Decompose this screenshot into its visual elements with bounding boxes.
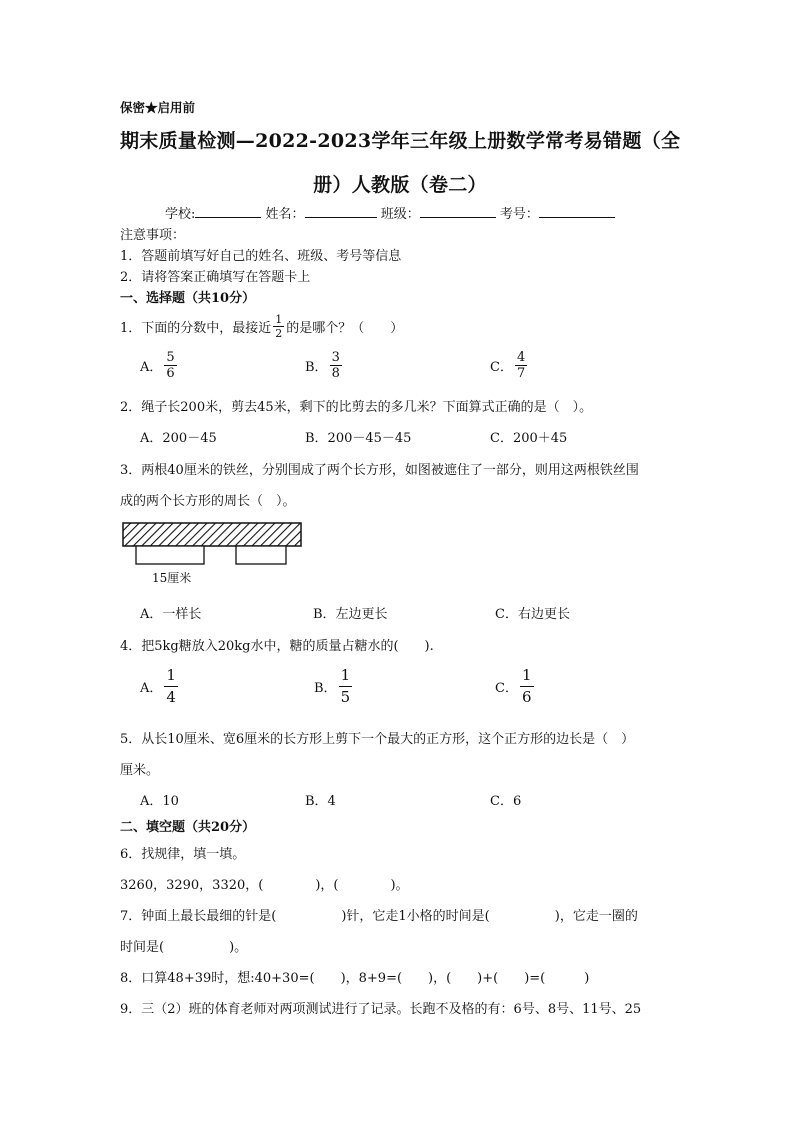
- section1-heading: 一、选择题（共10分）: [120, 291, 256, 306]
- school-field[interactable]: [195, 203, 261, 218]
- question-8: 8．口算48+39时，想:40+30=( )，8+9=( )，( )+( )=( ): [120, 971, 590, 986]
- q1-option-b-label: B．: [305, 360, 328, 375]
- q3-figure-label: 15厘米: [152, 571, 192, 585]
- student-info-line: [165, 203, 615, 222]
- exam-no-label: 考号：: [499, 207, 539, 222]
- q5-option-a[interactable]: A．10: [140, 794, 179, 809]
- q3-cover-bar: [123, 523, 301, 546]
- q1-option-c-fraction: [515, 351, 527, 380]
- q1-text-after: 的是哪个？（ ）: [286, 320, 404, 336]
- question-7-line2: 时间是( )。: [120, 940, 248, 955]
- q4-option-b[interactable]: [314, 668, 354, 705]
- q5-option-b[interactable]: B．4: [305, 794, 336, 809]
- name-field[interactable]: [305, 203, 377, 218]
- question-3-line2: 成的两个长方形的周长（ ）。: [120, 494, 296, 509]
- confidential-label: 保密★启用前: [120, 100, 196, 115]
- q1-option-a-num: 5: [166, 350, 175, 365]
- q4-option-c-num: 1: [521, 666, 532, 684]
- q1-option-a-label: A．: [140, 360, 163, 375]
- q4-option-b-fraction: [339, 668, 353, 705]
- q5-option-c[interactable]: C．6: [490, 794, 522, 809]
- q1-option-a-den: 6: [166, 366, 175, 381]
- q4-option-c[interactable]: [495, 668, 536, 705]
- q1-option-c-label: C．: [490, 360, 513, 375]
- q2-option-a[interactable]: A．200－45: [140, 431, 217, 446]
- question-9: 9．三（2）班的体育老师对两项测试进行了记录。长跑不及格的有：6号、8号、11号、25: [120, 1002, 642, 1017]
- q1-fraction-den: 2: [275, 326, 283, 340]
- q3-right-rectangle: [236, 546, 286, 564]
- q1-option-b-den: 8: [331, 366, 340, 381]
- note-item-1: 1．答题前填写好自己的姓名、班级、考号等信息: [120, 249, 402, 264]
- q1-option-b[interactable]: [305, 351, 344, 380]
- q1-option-c[interactable]: [490, 351, 529, 380]
- section2-heading: 二、填空题（共20分）: [120, 820, 256, 835]
- q1-option-a[interactable]: [140, 351, 179, 380]
- question-6-line1: 6．找规律，填一填。: [120, 847, 246, 862]
- q4-option-c-den: 6: [521, 688, 532, 706]
- q2-option-c[interactable]: C．200＋45: [490, 431, 568, 446]
- q1-option-c-den: 7: [516, 366, 526, 381]
- q4-option-c-fraction: [520, 668, 534, 705]
- q2-option-b[interactable]: B．200－45－45: [305, 431, 412, 446]
- question-6-line2: 3260，3290，3320，( )，( )。: [120, 878, 409, 893]
- question-3-line1: 3．两根40厘米的铁丝，分别围成了两个长方形，如图被遮住了一部分，则用这两根铁丝围: [120, 463, 639, 478]
- q3-option-c[interactable]: C．右边更长: [495, 607, 570, 622]
- q1-fraction: [273, 314, 284, 339]
- q4-option-a[interactable]: [140, 668, 180, 705]
- q3-option-b[interactable]: B．左边更长: [313, 607, 388, 622]
- q4-option-a-label: A．: [140, 681, 163, 696]
- class-field[interactable]: [420, 203, 496, 218]
- q4-option-b-den: 5: [340, 688, 351, 706]
- q1-text-before: 1．下面的分数中，最接近: [120, 320, 272, 336]
- class-label: 班级：: [380, 207, 420, 222]
- note-item-2: 2．请将答案正确填写在答题卡上: [120, 270, 311, 285]
- q3-option-a[interactable]: A．一样长: [140, 607, 202, 622]
- exam-no-field[interactable]: [539, 203, 615, 218]
- question-5-line2: 厘米。: [120, 763, 160, 778]
- name-label: 姓名：: [265, 207, 305, 222]
- school-label: 学校:: [165, 207, 196, 222]
- q3-figure: [118, 518, 308, 586]
- q3-left-rectangle: [136, 546, 204, 564]
- question-1: [120, 309, 403, 343]
- q1-option-b-fraction: [330, 351, 342, 380]
- q4-option-a-den: 4: [166, 688, 176, 706]
- q4-option-b-label: B．: [314, 681, 337, 696]
- q1-option-a-fraction: [164, 351, 176, 380]
- notes-heading: 注意事项：: [120, 228, 186, 243]
- q4-option-c-label: C．: [495, 681, 518, 696]
- q1-fraction-num: 1: [275, 312, 283, 326]
- q1-option-c-num: 4: [516, 350, 526, 365]
- q4-option-a-num: 1: [166, 666, 176, 684]
- question-2: 2．绳子长200米，剪去45米，剩下的比剪去的多几米？下面算式正确的是（ ）。: [120, 400, 593, 415]
- q4-option-a-fraction: [164, 668, 178, 705]
- question-4: 4．把5kg糖放入20kg水中，糖的质量占糖水的( ).: [120, 639, 434, 654]
- question-7-line1: 7．钟面上最长最细的针是( )针，它走1小格的时间是( )，它走一圈的: [120, 909, 638, 924]
- question-5-line1: 5．从长10厘米、宽6厘米的长方形上剪下一个最大的正方形，这个正方形的边长是（ ）: [120, 732, 635, 747]
- q4-option-b-num: 1: [340, 666, 351, 684]
- q1-option-b-num: 3: [331, 350, 340, 365]
- page-title-line1: 期末质量检测—2022-2023学年三年级上册数学常考易错题（全: [120, 130, 681, 152]
- page-title-line2: 册）人教版（卷二）: [313, 174, 487, 196]
